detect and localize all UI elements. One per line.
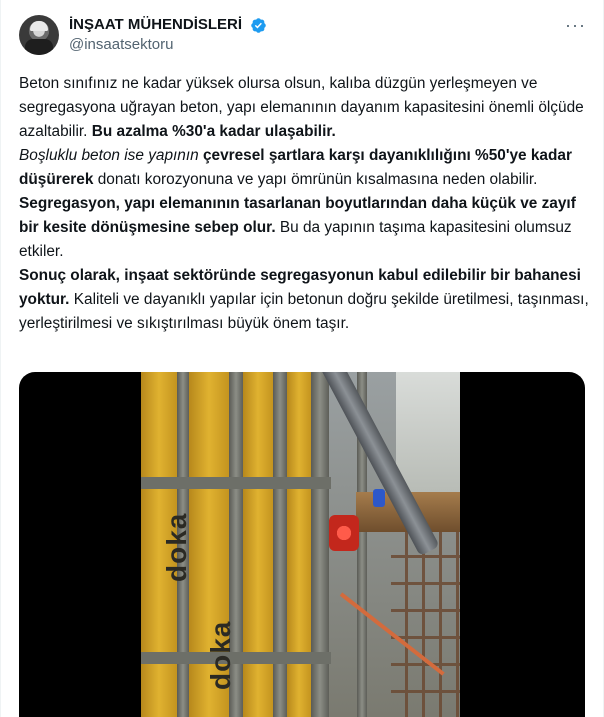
- verified-badge-icon: [250, 17, 267, 34]
- tweet-media-video[interactable]: [19, 372, 585, 717]
- video-frame[interactable]: [141, 372, 460, 717]
- tweet-text: [19, 72, 589, 336]
- tweet-text-bold: Segregasyon, yapı elemanının tasarlanan boyutlarından daha küçük ve zayıf bir kesite dönüşmesine sebep olur.: [19, 195, 576, 236]
- author-names: [69, 15, 267, 55]
- more-options-icon[interactable]: ···: [565, 15, 586, 35]
- formwork-post: [273, 372, 287, 717]
- formwork-brand-text: doka: [205, 620, 236, 690]
- author-display-name[interactable]: İNŞAAT MÜHENDİSLERİ: [69, 16, 243, 33]
- tweet-paragraph-1: [19, 72, 589, 144]
- tweet-text-span: donatı korozyonuna ve yapı ömrünün kısalmasına neden olabilir.: [93, 171, 538, 188]
- tweet-paragraph-2: [19, 144, 589, 192]
- tweet-text-bold: Bu azalma %30'a kadar ulaşabilir.: [91, 123, 336, 140]
- blue-device: [373, 489, 385, 507]
- tweet-text-bold: çevresel şartlara karşı dayanıklılığını %50'ye kadar düşürerek: [19, 147, 572, 188]
- tweet-text-span: Bu da yapının taşıma kapasitesini olumsuz etkiler.: [19, 219, 572, 260]
- tweet-text-italic: Boşluklu beton ise yapının: [19, 147, 203, 164]
- tweet-text-span: Kaliteli ve dayanıklı yapılar için betonun doğru şekilde üretilmesi, taşınması, yerleştirilmesi ve sıkıştırılması büyük önem taşır.: [19, 291, 589, 332]
- avatar-helmet: [30, 21, 48, 31]
- tweet-paragraph-4: [19, 264, 589, 336]
- tweet-paragraph-3: [19, 192, 589, 264]
- author-handle[interactable]: @insaatsektoru: [69, 36, 174, 53]
- tweet-text-bold: Sonuç olarak, inşaat sektöründe segregasyonun kabul edilebilir bir bahanesi yoktur.: [19, 267, 581, 308]
- avatar-body: [25, 39, 53, 55]
- tweet-header: [19, 15, 587, 59]
- tweet-text-span: Beton sınıfınız ne kadar yüksek olursa olsun, kalıba düzgün yerleşmeyen ve segregasyona uğrayan beton, yapı elemanının dayanım kapasitesini önemli ölçüde azaltabilir.: [19, 75, 584, 140]
- formwork-beam: [141, 477, 331, 489]
- formwork-panel: [243, 372, 273, 717]
- scaffold: [391, 532, 460, 717]
- avatar[interactable]: [19, 15, 59, 55]
- formwork-post: [311, 372, 329, 717]
- formwork-panel: [287, 372, 311, 717]
- video-background-building: [396, 372, 460, 492]
- formwork-brand-text: doka: [161, 512, 192, 582]
- concrete-vibrator: [329, 515, 359, 551]
